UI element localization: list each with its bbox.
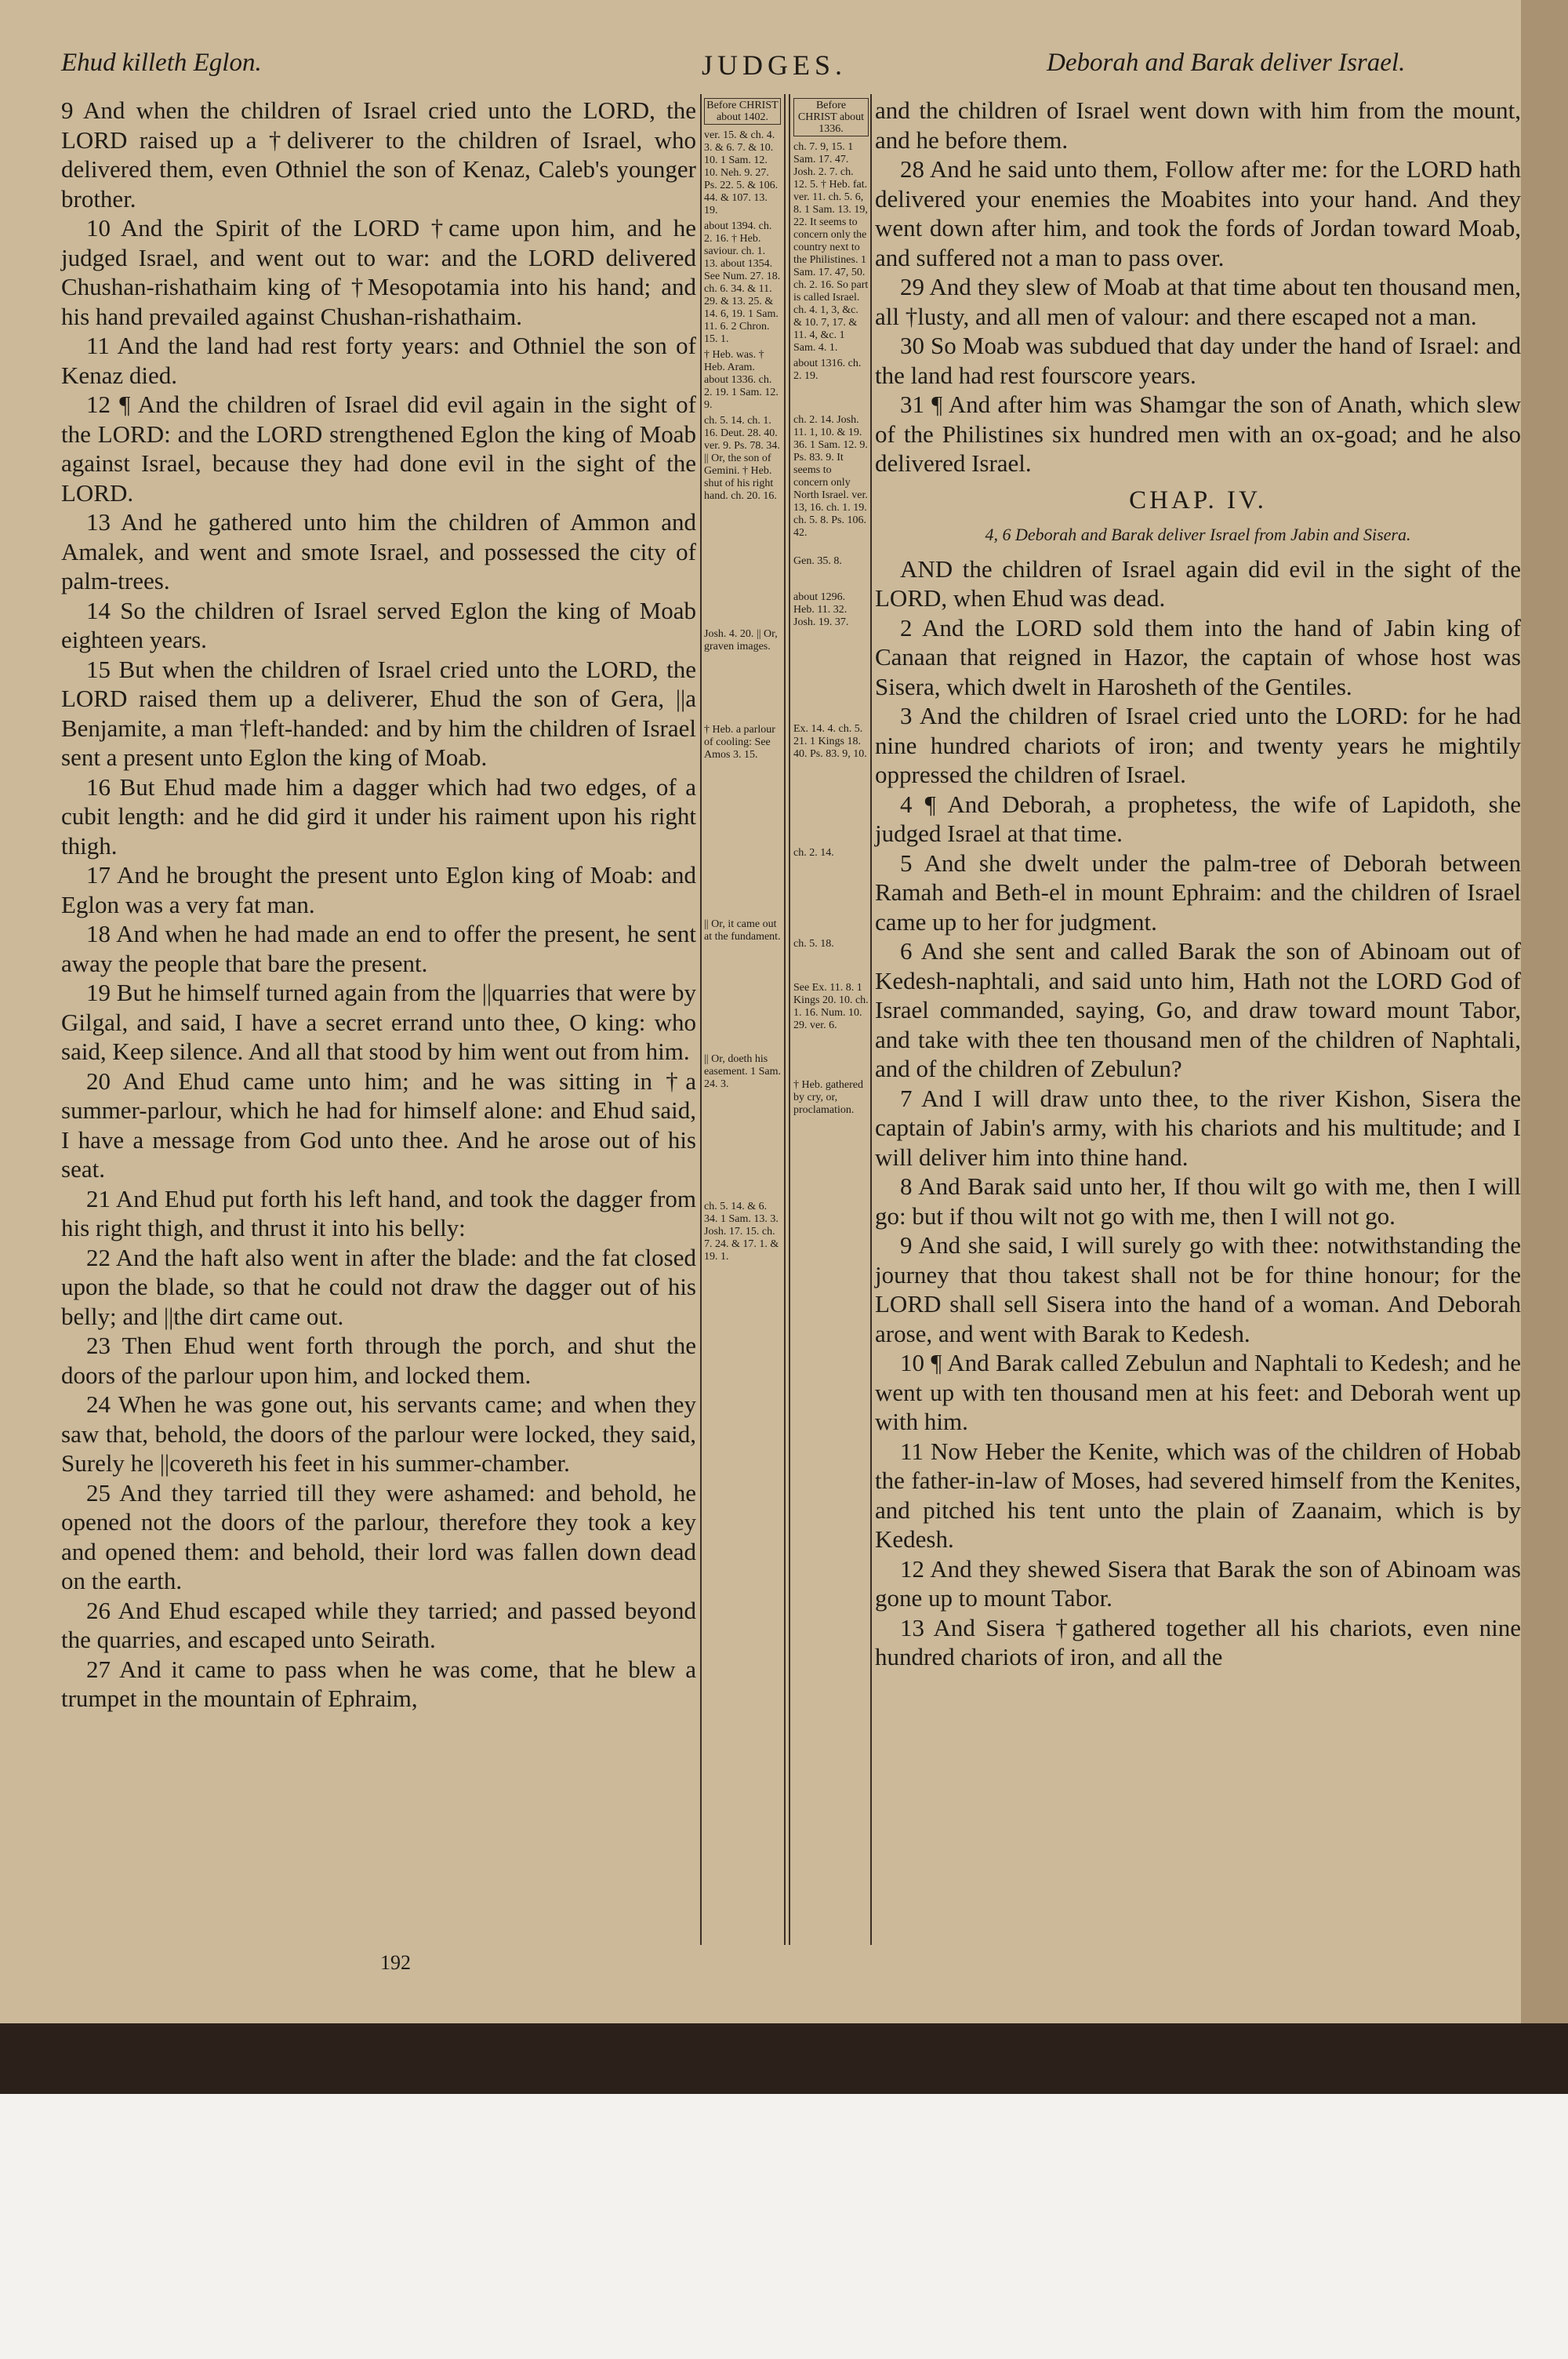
verse: 13 And he gathered unto him the children of Ammon and Amalek, and went and smote Israel, and possessed the city of palm-trees. bbox=[61, 508, 696, 594]
verse: 8 And Barak said unto her, If thou wilt go with me, then I will go: but if thou wilt not go with me, then I will not go. bbox=[875, 1172, 1521, 1230]
margin-note: † Heb. was. † Heb. Aram. about 1336. ch. 2. 19. 1 Sam. 12. 9. bbox=[704, 349, 779, 411]
verse: 29 And they slew of Moab at that time about ten thousand men, all †lusty, and all men of valour: and there escaped not a man. bbox=[875, 273, 1521, 330]
verse: 10 And the Spirit of the LORD †came upon him, and he judged Israel, and went out to war: and the LORD delivered Chushan-rishathaim king of †Mesopotamia into his hand; and his hand prevailed against Chushan-rishathaim. bbox=[61, 214, 696, 330]
margin-note: about 1316. ch. 2. 19. bbox=[793, 358, 862, 382]
right-margin-notes bbox=[793, 98, 869, 1120]
chapter-summary: 4, 6 Deborah and Barak deliver Israel from Jabin and Sisera. bbox=[985, 525, 1411, 544]
verse: 10 ¶ And Barak called Zebulun and Naphtali to Kedesh; and he went up with ten thousand men at his feet: and Deborah went up with him. bbox=[875, 1349, 1521, 1435]
verse: 12 ¶ And the children of Israel did evil again in the sight of the LORD: and the LORD strengthened Eglon the king of Moab against Israel, because they had done evil in the sight of the LORD. bbox=[61, 391, 696, 507]
left-text-column bbox=[61, 96, 696, 1714]
chapter-heading: CHAP. IV. bbox=[1129, 485, 1267, 514]
verse: 21 And Ehud put forth his left hand, and took the dagger from his right thigh, and thrust it into his belly: bbox=[61, 1184, 696, 1241]
verse: 5 And she dwelt under the palm-tree of Deborah between Ramah and Beth-el in mount Ephraim: and the children of Israel came up to her for judgment. bbox=[875, 849, 1521, 936]
margin-note: ch. 5. 14. ch. 1. 16. Deut. 28. 40. ver. 9. Ps. 78. 34. || Or, the son of Gemini. † Heb. shut of his right hand. ch. 20. 16. bbox=[704, 415, 780, 502]
margin-note: † Heb. a parlour of cooling: See Amos 3. 15. bbox=[704, 724, 775, 761]
column-rule bbox=[789, 94, 790, 1945]
running-head-left: Ehud killeth Eglon. bbox=[61, 49, 262, 77]
verse: 24 When he was gone out, his servants came; and when they saw that, behold, the doors of the parlour were locked, they said, Surely he ||covereth his feet in his summer-chamber. bbox=[61, 1390, 696, 1477]
verse: 2 And the LORD sold them into the hand of Jabin king of Canaan that reigned in Hazor, the captain of whose host was Sisera, which dwelt in Harosheth of the Gentiles. bbox=[875, 613, 1521, 700]
margin-note: ver. 15. & ch. 4. 3. & 6. 7. & 10. 10. 1 Sam. 12. 10. Neh. 9. 27. Ps. 22. 5. & 106. 44. & 107. 13. 19. bbox=[704, 129, 779, 216]
margin-note: † Heb. gathered by cry, or, proclamation. bbox=[793, 1079, 864, 1116]
margin-note: Gen. 35. 8. bbox=[793, 555, 842, 567]
running-head-right: Deborah and Barak deliver Israel. bbox=[1047, 49, 1406, 77]
verse: 13 And Sisera †gathered together all his chariots, even nine hundred chariots of iron, and all the bbox=[875, 1613, 1521, 1670]
verse: 31 ¶ And after him was Shamgar the son of Anath, which slew of the Philistines six hundred men with an ox-goad; and he also delivered Israel. bbox=[875, 391, 1521, 477]
verse: 12 And they shewed Sisera that Barak the son of Abinoam was gone up to mount Tabor. bbox=[875, 1554, 1521, 1612]
margin-note: ch. 5. 14. & 6. 34. 1 Sam. 13. 3. Josh. 17. 15. ch. 7. 24. & 17. 1. & 19. 1. bbox=[704, 1201, 779, 1263]
margin-note: See Ex. 11. 8. 1 Kings 20. 10. ch. 1. 16. Num. 10. 29. ver. 6. bbox=[793, 982, 869, 1031]
page-number: 192 bbox=[380, 1951, 411, 1974]
verse: 4 ¶ And Deborah, a prophetess, the wife of Lapidoth, she judged Israel at that time. bbox=[875, 790, 1521, 847]
page-edge bbox=[1521, 0, 1568, 2070]
margin-note: Ex. 14. 4. ch. 5. 21. 1 Kings 18. 40. Ps. 83. 9, 10. bbox=[793, 723, 867, 760]
column-rule bbox=[700, 94, 702, 1945]
margin-note: ch. 2. 14. bbox=[793, 847, 834, 859]
book-binding bbox=[0, 2023, 1568, 2094]
margin-date-box: Before CHRIST about 1336. bbox=[793, 98, 869, 136]
verse: 3 And the children of Israel cried unto the LORD: for he had nine hundred chariots of iron; and twenty years he mightily oppressed the children of Israel. bbox=[875, 702, 1521, 788]
verse: 27 And it came to pass when he was come, that he blew a trumpet in the mountain of Ephraim, bbox=[61, 1655, 696, 1712]
column-rule bbox=[870, 94, 872, 1945]
left-margin-notes bbox=[704, 98, 781, 1267]
verse: 9 And she said, I will surely go with thee: notwithstanding the journey that thou takest shall not be for thine honour; for the LORD shall sell Sisera into the hand of a woman. And Deborah arose, and went with Barak to Kedesh. bbox=[875, 1231, 1521, 1347]
verse: 25 And they tarried till they were ashamed: and behold, he opened not the doors of the parlour, therefore they took a key and opened them: and behold, their lord was fallen down dead on the earth. bbox=[61, 1478, 696, 1594]
verse: 19 But he himself turned again from the ||quarries that were by Gilgal, and said, I have a secret errand unto thee, O king: who said, Keep silence. And all that stood by him went out from him. bbox=[61, 979, 696, 1065]
verse: 22 And the haft also went in after the blade: and the fat closed upon the blade, so that he could not draw the dagger out of his belly; and ||the dirt came out. bbox=[61, 1243, 696, 1330]
margin-note: about 1394. ch. 2. 16. † Heb. saviour. ch. 1. 13. about 1354. See Num. 27. 18. ch. 6. 34. & 11. 29. & 13. 25. & 14. 6, 19. 1 Sam. 11. 6. 2 Chron. 15. 1. bbox=[704, 220, 781, 345]
margin-note: ch. 2. 14. Josh. 11. 1, 10. & 19. 36. 1 Sam. 12. 9. Ps. 83. 9. It seems to concern only North Israel. ver. 13, 16. ch. 1. 19. ch. 5. 8. Ps. 106. 42. bbox=[793, 414, 868, 539]
verse: 30 So Moab was subdued that day under the hand of Israel: and the land had rest fourscore years. bbox=[875, 332, 1521, 389]
verse: 18 And when he had made an end to offer the present, he sent away the people that bare the present. bbox=[61, 920, 696, 977]
verse: and the children of Israel went down with him from the mount, and he before them. bbox=[875, 96, 1521, 154]
verse: 6 And she sent and called Barak the son of Abinoam out of Kedesh-naphtali, and said unto him, Hath not the LORD God of Israel commanded, saying, Go, and draw toward mount Tabor, and take with thee ten thousand men of the children of Naphtali, and of the children of Zebulun? bbox=[875, 937, 1521, 1082]
margin-note: || Or, it came out at the fundament. bbox=[704, 918, 781, 943]
verse: 28 And he said unto them, Follow after me: for the LORD hath delivered your enemies the Moabites into your hand. And they went down after him, and took the fords of Jordan toward Moab, and suffered not a man to pass over. bbox=[875, 155, 1521, 271]
running-head-center: JUDGES. bbox=[702, 49, 848, 81]
verse: 15 But when the children of Israel cried unto the LORD, the LORD raised them up a deliverer, Ehud the son of Gera, ||a Benjamite, a man †left-handed: and by him the children of Israel sent a present unto Eglon the king of Moab. bbox=[61, 655, 696, 771]
verse: 14 So the children of Israel served Eglon the king of Moab eighteen years. bbox=[61, 596, 696, 653]
verse: 26 And Ehud escaped while they tarried; and passed beyond the quarries, and escaped unto Seirath. bbox=[61, 1596, 696, 1653]
verse: 11 Now Heber the Kenite, which was of the children of Hobab the father-in-law of Moses, had severed himself from the Kenites, and pitched his tent unto the plain of Zaanaim, which is by Kedesh. bbox=[875, 1437, 1521, 1553]
verse: 7 And I will draw unto thee, to the river Kishon, Sisera the captain of Jabin's army, with his chariots and his multitude; and I will deliver him into thine hand. bbox=[875, 1084, 1521, 1171]
column-rule bbox=[784, 94, 786, 1945]
verse: 16 But Ehud made him a dagger which had two edges, of a cubit length: and he did gird it under his raiment upon his right thigh. bbox=[61, 772, 696, 860]
margin-note: about 1296. Heb. 11. 32. Josh. 19. 37. bbox=[793, 591, 849, 628]
verse: 9 And when the children of Israel cried unto the LORD, the LORD raised up a †deliverer to the children of Israel, who delivered them, even Othniel the son of Kenaz, Caleb's younger brother. bbox=[61, 96, 696, 213]
margin-date-box: Before CHRIST about 1402. bbox=[704, 98, 781, 125]
verse: AND the children of Israel again did evil in the sight of the LORD, when Ehud was dead. bbox=[875, 554, 1521, 612]
verse: 23 Then Ehud went forth through the porch, and shut the doors of the parlour upon him, and locked them. bbox=[61, 1332, 696, 1389]
margin-note: ch. 5. 18. bbox=[793, 938, 834, 950]
verse: 20 And Ehud came unto him; and he was sitting in †a summer-parlour, which he had for himself alone: and Ehud said, I have a message from God unto thee. And he arose out of his seat. bbox=[61, 1067, 696, 1183]
right-text-column bbox=[875, 96, 1521, 1672]
verse: 17 And he brought the present unto Eglon king of Moab: and Eglon was a very fat man. bbox=[61, 861, 696, 918]
verse: 11 And the land had rest forty years: and Othniel the son of Kenaz died. bbox=[61, 332, 696, 389]
margin-note: ch. 7. 9, 15. 1 Sam. 17. 47. Josh. 2. 7. ch. 12. 5. † Heb. fat. ver. 11. ch. 5. 6, 8. 1 Sam. 13. 19, 22. It seems to concern only the country next to the Philistines. 1 Sam. 17. 47, 50. ch. 2. 16. So part is called Israel. ch. 4. 1, 3, &c. & 10. 7, 17. & 11. 4, &c. 1 Sam. 4. 1. bbox=[793, 141, 869, 354]
margin-note: || Or, doeth his easement. 1 Sam. 24. 3. bbox=[704, 1053, 781, 1090]
margin-note: Josh. 4. 20. || Or, graven images. bbox=[704, 628, 778, 652]
